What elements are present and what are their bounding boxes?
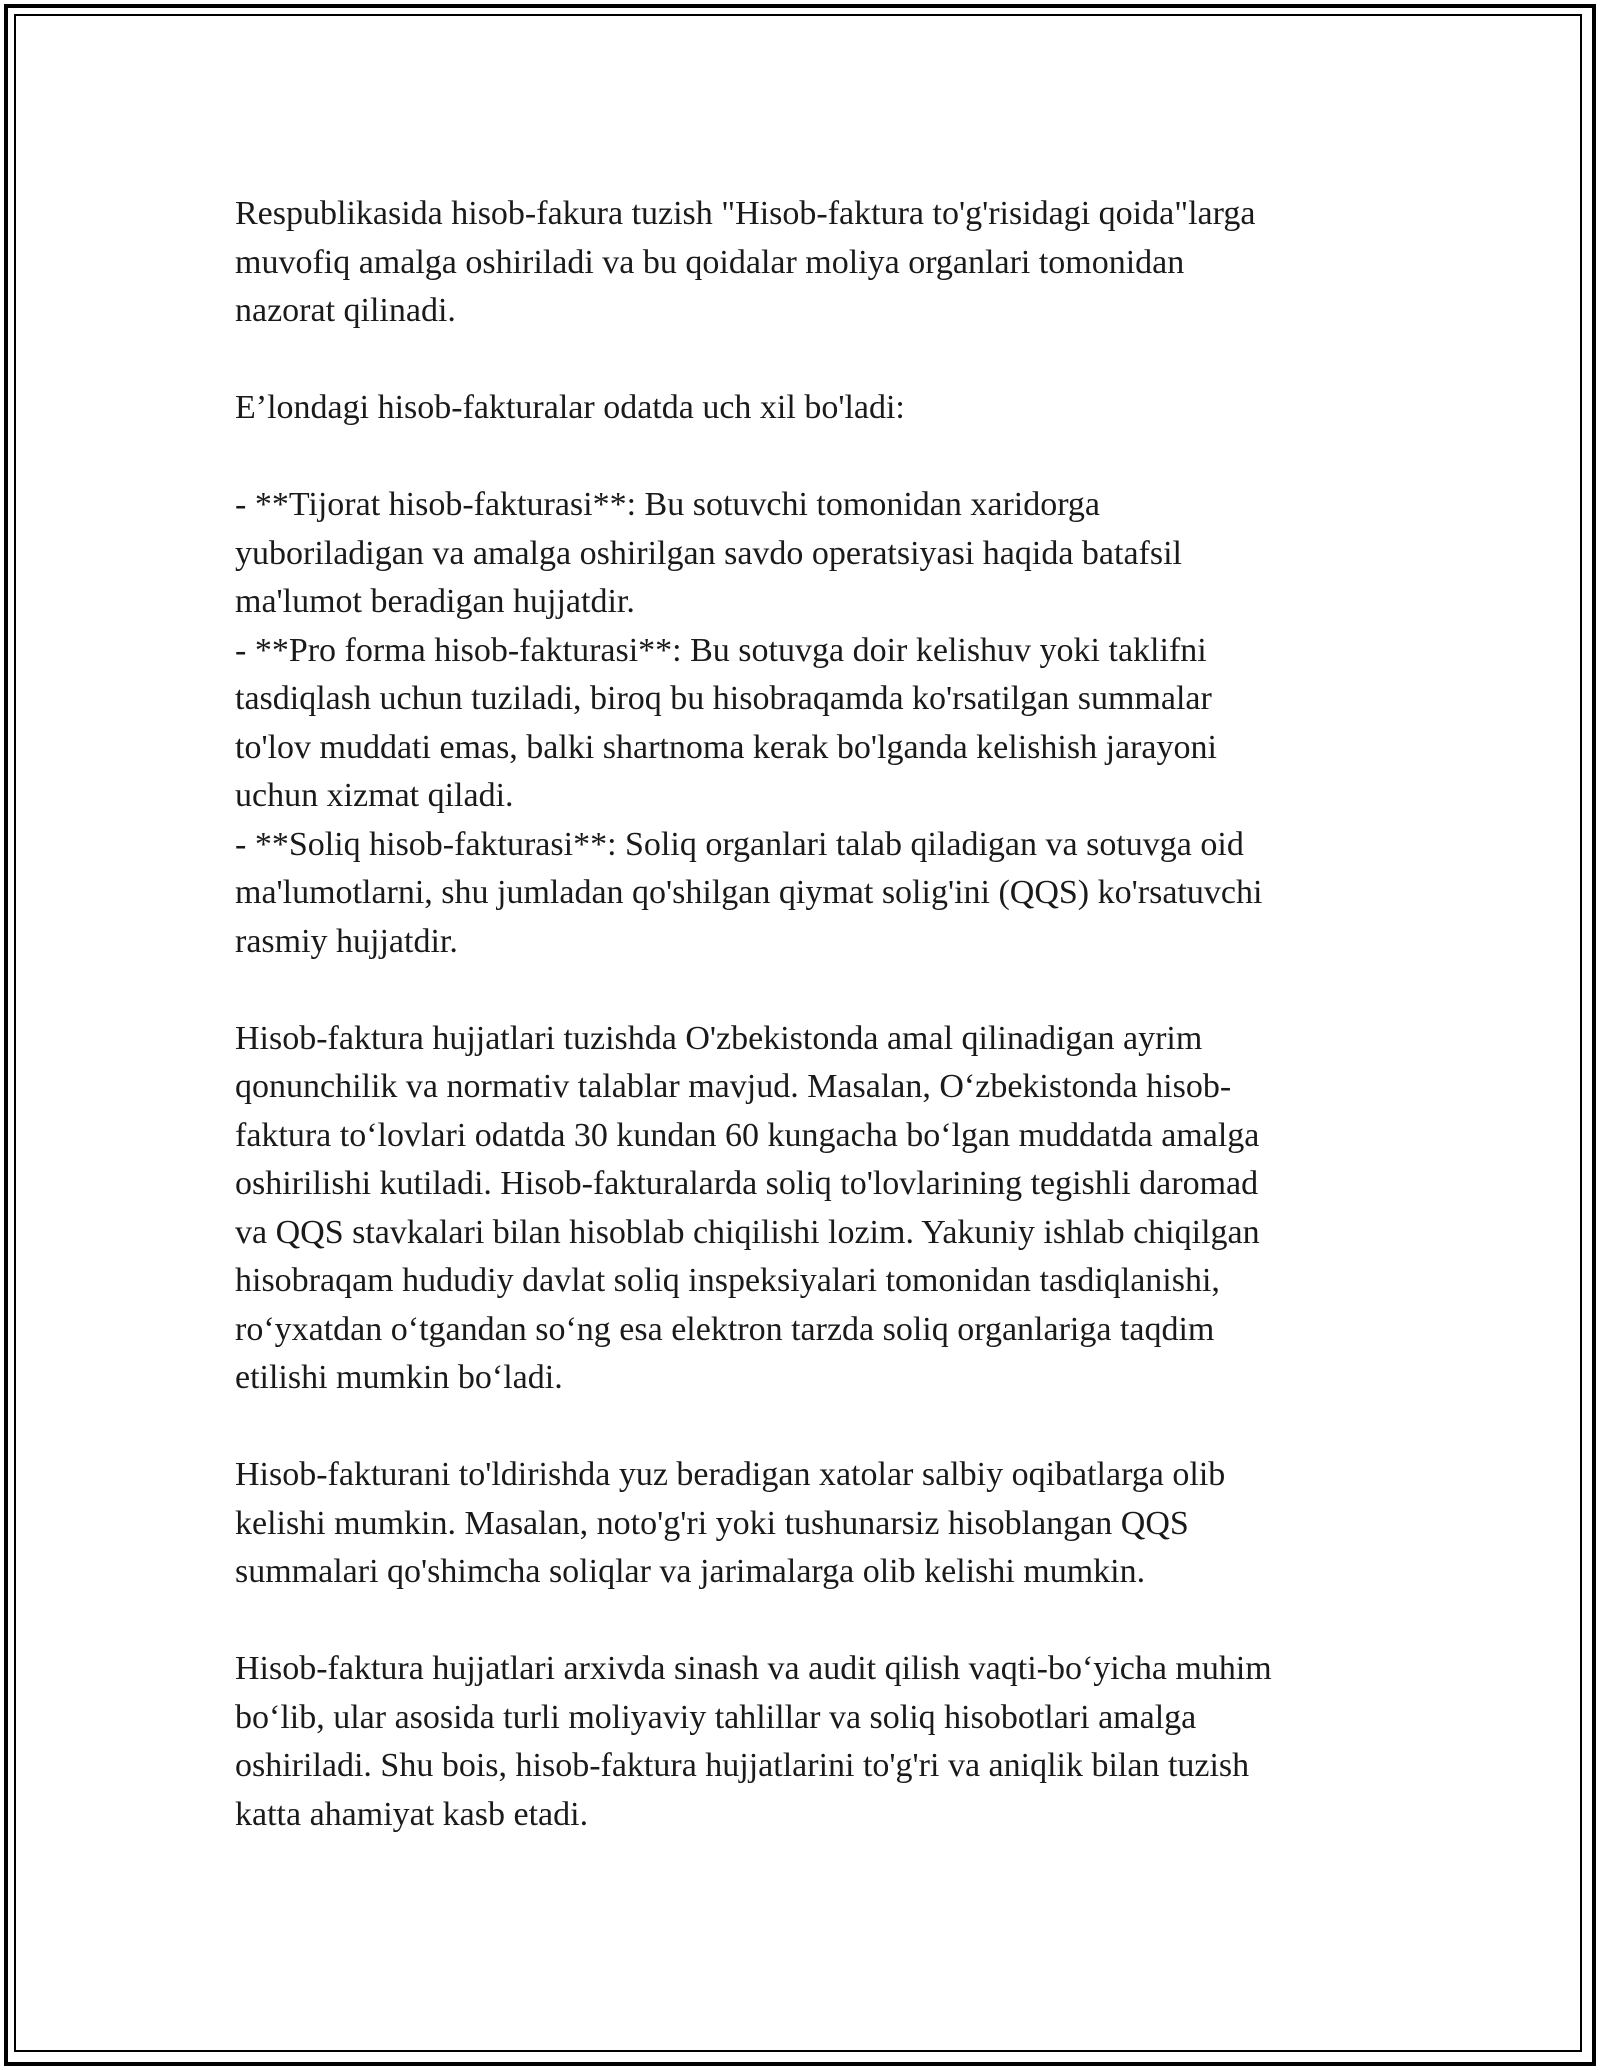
paragraph-requirements: Hisob-faktura hujjatlari tuzishda O'zbekistonda amal qilinadigan ayrim qonunchilik va normativ talablar mavjud. Masalan, O‘zbekistonda hisob- faktura to‘lovlari odatda 30 kundan 60 kungacha bo‘lgan muddatda amalga oshirilishi kutiladi. Hisob-fakturalarda soliq to'lovlarining tegishli daromad va QQS stavkalari bilan hisoblab chiqilishi lozim. Yakuniy ishlab chiqilgan hisobraqam hududiy davlat soliq inspeksiyalari tomonidan tasdiqlanishi, ro‘yxatdan o‘tgandan so‘ng esa elektron tarzda soliq organlariga taqdim etilishi mumkin bo‘ladi.: [235, 1019, 1260, 1396]
document-body: [235, 190, 1375, 1839]
paragraph-types-list: - **Tijorat hisob-fakturasi**: Bu sotuvchi tomonidan xaridorga yuboriladigan va amalga oshirilgan savdo operatsiyasi haqida batafsil ma'lumot beradigan hujjatdir. - **Pro forma hisob-fakturasi**: Bu sotuvga doir kelishuv yoki taklifni tasdiqlash uchun tuziladi, biroq bu hisobraqamda ko'rsatilgan summalar to'lov muddati emas, balki shartnoma kerak bo'lganda kelishish jarayoni uchun xizmat qiladi. - **Soliq hisob-fakturasi**: Soliq organlari talab qiladigan va sotuvga oid ma'lumotlarni, shu jumladan qo'shilgan qiymat solig'ini (QQS) ko'rsatuvchi rasmiy hujjatdir.: [235, 486, 1263, 960]
paragraph-errors: Hisob-fakturani to'ldirishda yuz beradigan xatolar salbiy oqibatlarga olib kelishi mumkin. Masalan, noto'g'ri yoki tushunarsiz hisoblangan QQS summalari qo'shimcha soliqlar va jarimalarga olib kelishi mumkin.: [235, 1456, 1226, 1590]
paragraph-intro: Respublikasida hisob-fakura tuzish "Hisob-faktura to'g'risidagi qoida"larga muvofiq amalga oshiriladi va bu qoidalar moliya organlari tomonidan nazorat qilinadi.: [235, 195, 1256, 329]
paragraph-conclusion: Hisob-faktura hujjatlari arxivda sinash va audit qilish vaqti-bo‘yicha muhim bo‘lib, ular asosida turli moliyaviy tahlillar va soliq hisobotlari amalga oshiriladi. Shu bois, hisob-faktura hujjatlarini to'g'ri va aniqlik bilan tuzish katta ahamiyat kasb etadi.: [235, 1650, 1272, 1833]
paragraph-types-heading: E’londagi hisob-fakturalar odatda uch xil bo'ladi:: [235, 389, 905, 426]
